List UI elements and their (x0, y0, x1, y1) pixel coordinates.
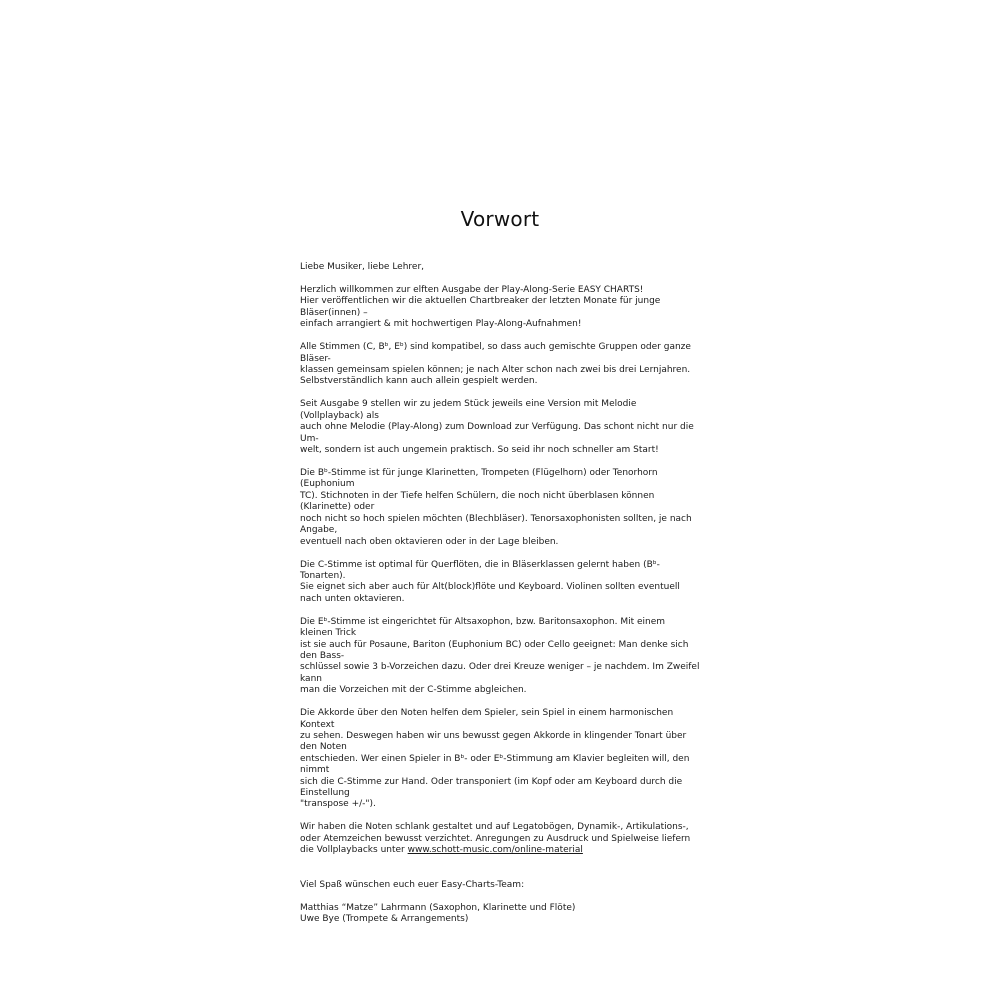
preface-body (300, 262, 700, 925)
paragraph-eb-voice: Die Eᵇ-Stimme ist eingerichtet für Altsaxophon, bzw. Baritonsaxophon. Mit einem kleinen Trick ist sie auch für Posaune, Bariton (Euphonium BC) oder Cello geeignet: Man denke sich den Bass- schlüssel sowie 3 b-Vorzeichen dazu. Oder drei Kreuze weniger – je nachdem. Im Zweifel kann man die Vorzeichen mit der C-Stimme abgleichen. (300, 616, 700, 696)
paragraph-welcome: Herzlich willkommen zur elften Ausgabe der Play-Along-Serie EASY CHARTS! Hier veröffentlichen wir die aktuellen Chartbreaker der letzten Monate für junge Bläser(innen) – einfach arrangiert & mit hochwertigen Play-Along-Aufnahmen! (300, 285, 661, 330)
paragraph-chords: Die Akkorde über den Noten helfen dem Spieler, sein Spiel in einem harmonischen Kontext zu sehen. Deswegen haben wir uns bewusst gegen Akkorde in klingender Tonart über den Noten entschieden. Wer einen Spieler in Bᵇ- oder Eᵇ-Stimmung am Klavier begleiten will, den nimmt sich die C-Stimme zur Hand. Oder transponiert (im Kopf oder am Keyboard durch die Einstellung "transpose +/-"). (300, 708, 690, 810)
spacer (300, 868, 700, 879)
paragraph-voices: Alle Stimmen (C, Bᵇ, Eᵇ) sind kompatibel, so dass auch gemischte Gruppen oder ganze Bläser- klassen gemeinsam spielen können; je nach Alter schon nach zwei bis drei Lernjahren. Selbstverständlich kann auch allein gespielt werden. (300, 342, 691, 387)
paragraph-playbacks-text: Wir haben die Noten schlank gestaltet und auf Legatobögen, Dynamik-, Artikulations-, oder Atemzeichen bewusst verzichtet. Anregungen zu Ausdruck und Spielweise liefern die Vollplaybacks unter (300, 822, 691, 856)
signature-bye: Uwe Bye (Trompete & Arrangements) (300, 914, 469, 925)
paragraph-bb-voice: Die Bᵇ-Stimme ist für junge Klarinetten, Trompeten (Flügelhorn) oder Tenorhorn (Euphonium TC). Stichnoten in der Tiefe helfen Schülern, die noch nicht überblasen können (Klarinette) oder noch nicht so hoch spielen möchten (Blechbläser). Tenorsaxophonisten sollten, je nach Angabe, eventuell nach oben oktavieren oder in der Lage bleiben. (300, 468, 692, 547)
paragraph-download: Seit Ausgabe 9 stellen wir zu jedem Stück jeweils eine Version mit Melodie (Vollplayback) als auch ohne Melodie (Play-Along) zum Download zur Verfügung. Das schont nicht nur die Um- welt, sondern ist auch ungemein praktisch. So seid ihr noch schneller am Start! (300, 399, 694, 456)
paragraph-playbacks (300, 822, 700, 856)
paragraph-c-voice: Die C-Stimme ist optimal für Querflöten, die in Bläserklassen gelernt haben (Bᵇ-Tonarten). Sie eignet sich aber auch für Alt(block)flöte und Keyboard. Violinen sollten eventuell nach unten oktavieren. (300, 559, 680, 604)
signature-lahrmann: Matthias “Matze” Lahrmann (Saxophon, Klarinette und Flöte) (300, 902, 576, 913)
greeting: Liebe Musiker, liebe Lehrer, (300, 262, 425, 272)
page-title: Vorwort (460, 207, 540, 231)
closing-line: Viel Spaß wünschen euch euer Easy-Charts-Team: (300, 879, 525, 890)
online-material-link[interactable]: www.schott-music.com/online-material (407, 845, 583, 856)
